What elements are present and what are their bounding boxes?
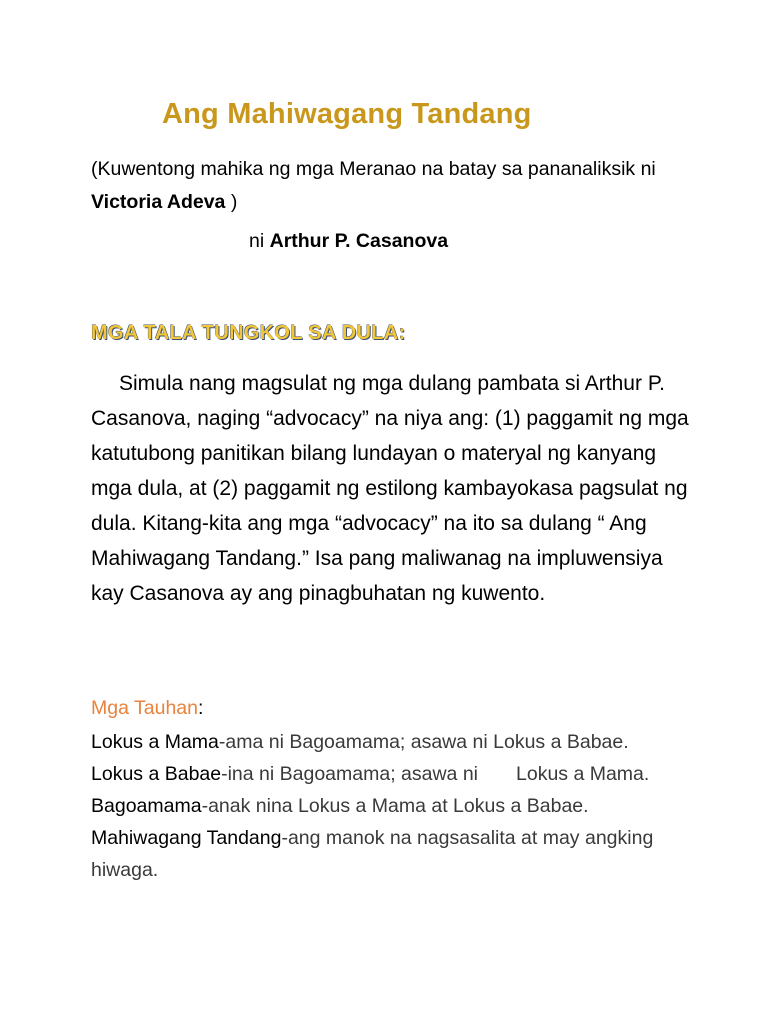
character-desc: -ina ni Bagoamama; asawa ni bbox=[221, 763, 478, 785]
character-entry bbox=[91, 822, 691, 886]
character-name: Lokus a Mama bbox=[91, 731, 219, 753]
author-line bbox=[249, 230, 448, 253]
author-prefix: ni bbox=[249, 230, 270, 252]
characters-section bbox=[91, 694, 691, 886]
researcher-name: Victoria Adeva bbox=[91, 191, 226, 213]
character-desc: -ang manok na nagsasalita at may angking hiwaga. bbox=[91, 827, 654, 881]
character-name: Mahiwagang Tandang bbox=[91, 827, 282, 849]
character-entry bbox=[91, 790, 691, 822]
character-entry bbox=[91, 726, 691, 758]
characters-heading-label: Mga Tauhan bbox=[91, 697, 198, 719]
document-subtitle bbox=[91, 153, 691, 219]
character-desc: -anak nina Lokus a Mama at Lokus a Babae. bbox=[201, 795, 589, 817]
character-desc-continued: Lokus a Mama. bbox=[516, 763, 650, 785]
notes-paragraph: Simula nang magsulat ng mga dulang pambata si Arthur P. Casanova, naging “advocacy” na niya ang: (1) paggamit ng mga katutubong panitikan bilang lundayan o materyal ng kanyang mga dula, at (2) paggamit ng estilong kambayokasa pagsulat ng dula. Kitang-kita ang mga “advocacy” na ito sa dulang “ Ang Mahiwagang Tandang.” Isa pang maliwanag na impluwensiya kay Casanova ay ang pinagbuhatan ng kuwento. bbox=[91, 372, 689, 605]
author-name: Arthur P. Casanova bbox=[269, 230, 449, 252]
subtitle-suffix: ) bbox=[225, 191, 238, 213]
notes-heading: MGA TALA TUNGKOL SA DULA: bbox=[91, 322, 406, 344]
characters-heading bbox=[91, 694, 691, 723]
document-title: Ang Mahiwagang Tandang bbox=[162, 98, 532, 130]
subtitle-prefix: (Kuwentong mahika ng mga Meranao na batay sa pananaliksik ni bbox=[91, 158, 656, 180]
character-name: Lokus a Babae bbox=[91, 763, 222, 785]
character-desc: -ama ni Bagoamama; asawa ni Lokus a Babae. bbox=[218, 731, 629, 753]
characters-heading-suffix: : bbox=[197, 697, 204, 719]
character-name: Bagoamama bbox=[91, 795, 202, 817]
character-entry bbox=[91, 758, 691, 790]
